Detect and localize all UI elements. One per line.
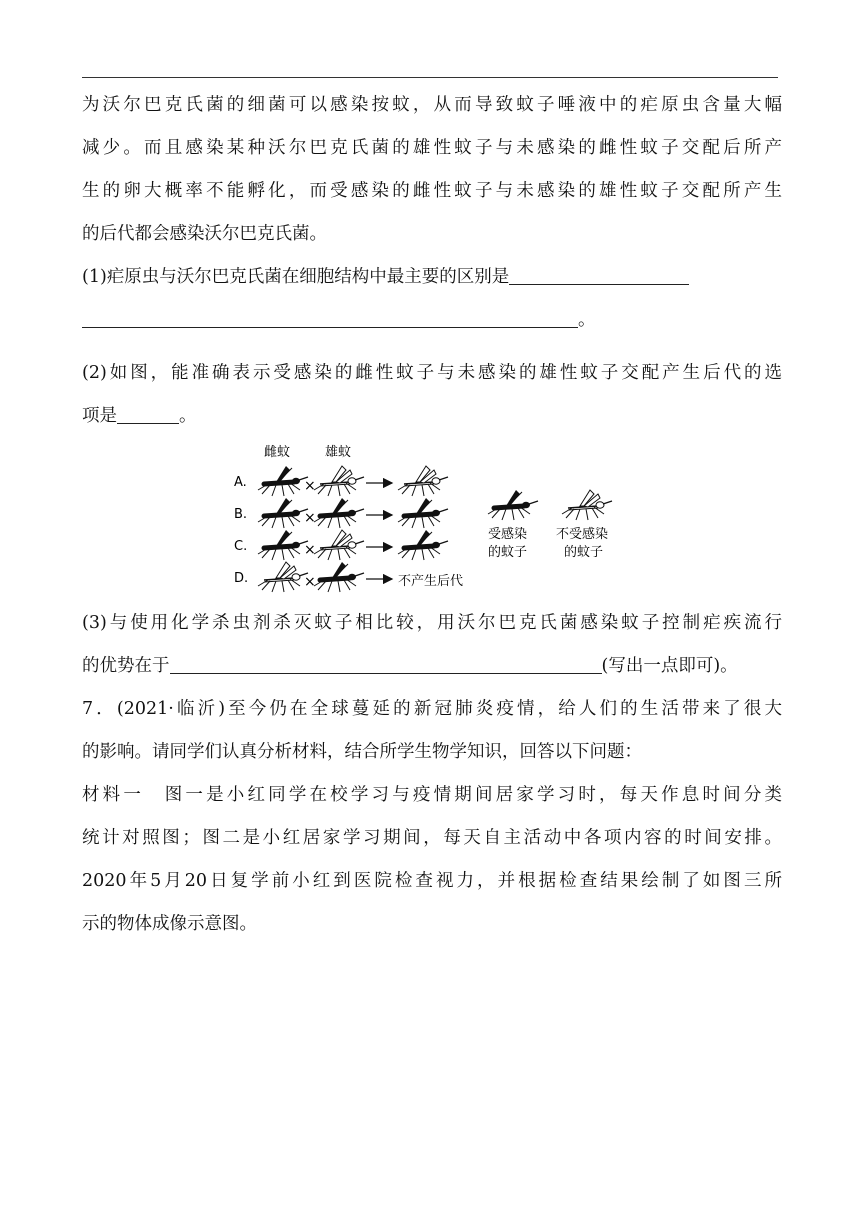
question-3-line-2 xyxy=(82,645,782,688)
cross-symbol: × xyxy=(304,542,316,558)
answer-blank-3[interactable] xyxy=(170,651,602,674)
document-body xyxy=(82,84,782,946)
question-2-end: 。 xyxy=(179,406,197,426)
option-label-c: C. xyxy=(234,539,248,554)
question-1-continuation xyxy=(82,299,782,342)
option-label-d: D. xyxy=(234,571,249,586)
mosquito-male-uninfected-icon xyxy=(314,530,364,560)
figure-svg xyxy=(82,440,782,602)
figure-header-male: 雄蚊 xyxy=(325,445,352,460)
question-2-line-2 xyxy=(82,395,782,438)
option-label-b: B. xyxy=(234,507,248,522)
answer-blank-1b[interactable] xyxy=(82,305,578,328)
question-3-line-1: (3)与使用化学杀虫剂杀灭蚊子相比较，用沃尔巴克氏菌感染蚊子控制疟疾流行 xyxy=(82,613,782,633)
legend-uninfected-icon xyxy=(562,490,612,520)
offspring-infected-icon xyxy=(398,498,448,528)
cross-symbol: × xyxy=(304,574,316,590)
question-2-line-1: (2)如图，能准确表示受感染的雌性蚊子与未感染的雄性蚊子交配产生后代的选 xyxy=(82,363,782,383)
offspring-infected-icon xyxy=(398,530,448,560)
intro-line-2: 减少。而且感染某种沃尔巴克氏菌的雄性蚊子与未感染的雌性蚊子交配后所产 xyxy=(82,138,782,158)
question-1-line xyxy=(82,256,782,299)
header-rule xyxy=(82,77,778,78)
cross-symbol: × xyxy=(304,510,316,526)
question-3-text: 的优势在于 xyxy=(82,656,170,676)
question-7-line-1: 7．(2021·临沂)至今仍在全球蔓延的新冠肺炎疫情，给人们的生活带来了很大 xyxy=(82,699,782,719)
material-1-line-1: 材料一 图一是小红同学在校学习与疫情期间居家学习时，每天作息时间分类 xyxy=(82,785,782,805)
option-label-a: A. xyxy=(234,475,247,490)
legend-infected-line-2: 的蚊子 xyxy=(488,545,528,560)
question-1-end: 。 xyxy=(578,310,596,330)
intro-line-3: 生的卵大概率不能孵化，而受感染的雌性蚊子与未感染的雄性蚊子交配所产生 xyxy=(82,181,782,201)
intro-line-4: 的后代都会感染沃尔巴克氏菌。 xyxy=(82,224,327,244)
figure-header-female: 雌蚊 xyxy=(264,445,291,460)
mosquito-male-infected-icon xyxy=(314,562,364,592)
mosquito-male-uninfected-icon xyxy=(314,466,364,496)
question-3-end: (写出一点即可)。 xyxy=(601,656,738,676)
mosquito-cross-figure xyxy=(82,440,782,602)
legend-uninfected-line-1: 不受感染 xyxy=(556,527,609,542)
offspring-uninfected-icon xyxy=(398,466,448,496)
legend-infected-line-1: 受感染 xyxy=(488,527,528,542)
answer-blank-1a[interactable] xyxy=(509,262,689,285)
material-1-line-2: 统计对照图；图二是小红居家学习期间，每天自主活动中各项内容的时间安排。 xyxy=(82,828,782,848)
cross-symbol: × xyxy=(304,478,316,494)
question-1-text: (1)疟原虫与沃尔巴克氏菌在细胞结构中最主要的区别是 xyxy=(82,267,510,287)
no-offspring-label: 不产生后代 xyxy=(398,574,464,589)
question-7-line-2: 的影响。请同学们认真分析材料，结合所学生物学知识，回答以下问题： xyxy=(82,742,642,762)
mosquito-female-infected-icon xyxy=(258,498,308,528)
material-1-line-4: 示的物体成像示意图。 xyxy=(82,914,257,934)
answer-blank-2[interactable] xyxy=(117,401,179,424)
legend-uninfected-line-2: 的蚊子 xyxy=(564,545,604,560)
mosquito-female-uninfected-icon xyxy=(258,562,308,592)
material-1-line-3: 2020年5月20日复学前小红到医院检查视力，并根据检查结果绘制了如图三所 xyxy=(82,871,782,891)
intro-line-1: 为沃尔巴克氏菌的细菌可以感染按蚊，从而导致蚊子唾液中的疟原虫含量大幅 xyxy=(82,95,782,115)
mosquito-male-infected-icon xyxy=(314,498,364,528)
question-2-text: 项是 xyxy=(82,406,117,426)
mosquito-female-infected-icon xyxy=(258,530,308,560)
mosquito-female-infected-icon xyxy=(258,466,308,496)
legend-infected-icon xyxy=(488,490,538,520)
